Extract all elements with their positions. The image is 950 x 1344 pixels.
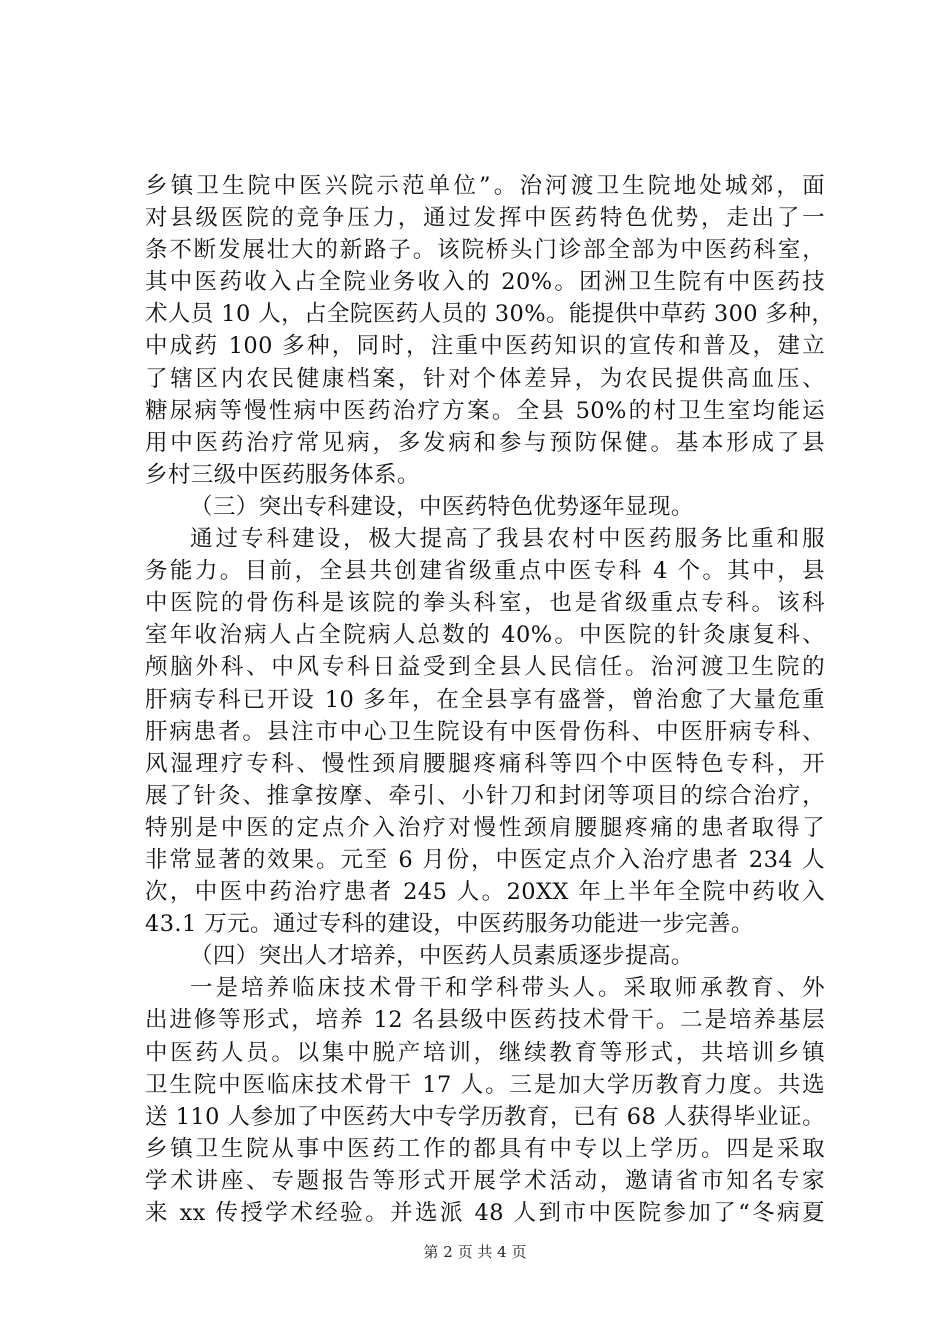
text-line: 务能力。目前，全县共创建省级重点中医专科 4 个。其中，县 <box>145 558 825 585</box>
text-line: 乡镇卫生院中医兴院示范单位”。治河渡卫生院地处城郊，面 <box>145 173 825 199</box>
text-line: 来 xx 传授学术经验。并选派 48 人到市中医院参加了“冬病夏 <box>145 1200 825 1226</box>
text-line: 风湿理疗专科、慢性颈肩腰腿疼痛科等四个中医特色专科，开 <box>145 750 825 777</box>
text-line: 了辖区内农民健康档案，针对个体差异，为农民提供高血压、 <box>145 365 825 392</box>
text-line: 肝病患者。县注市中心卫生院设有中医骨伤科、中医肝病专科、 <box>145 718 825 745</box>
text-line: 乡村三级中医药服务体系。 <box>145 461 420 488</box>
text-line: 特别是中医的定点介入治疗对慢性颈肩腰腿疼痛的患者取得了 <box>145 814 825 841</box>
text-line: 肝病专科已开设 10 多年，在全县享有盛誉，曾治愈了大量危重 <box>145 686 825 713</box>
text-line: 术人员 10 人，占全院医药人员的 30%。能提供中草药 300 多种， <box>145 301 835 328</box>
text-line: 颅脑外科、中风专科日益受到全县人民信任。治河渡卫生院的 <box>145 654 825 681</box>
text-line: （四）突出人才培养，中医药人员素质逐步提高。 <box>190 943 694 970</box>
text-line: （三）突出专科建设，中医药特色优势逐年显现。 <box>190 493 694 520</box>
text-line: 中医药人员。以集中脱产培训，继续教育等形式，共培训乡镇 <box>145 1039 825 1066</box>
page-number-footer: 第 2 页 共 4 页 <box>423 1243 527 1261</box>
text-line: 卫生院中医临床技术骨干 17 人。三是加大学历教育力度。共选 <box>145 1071 825 1098</box>
text-line: 室年收治病人占全院病人总数的 40%。中医院的针灸康复科、 <box>145 622 825 649</box>
text-line: 送 110 人参加了中医药大中专学历教育，已有 68 人获得毕业证。 <box>145 1103 825 1130</box>
text-line: 中成药 100 多种，同时，注重中医药知识的宣传和普及，建立 <box>145 333 825 360</box>
text-line: 学术讲座、专题报告等形式开展学术活动，邀请省市知名专家 <box>145 1167 825 1194</box>
text-line: 展了针灸、推拿按摩、牵引、小针刀和封闭等项目的综合治疗， <box>145 782 825 809</box>
text-line: 条不断发展壮大的新路子。该院桥头门诊部全部为中医药科室， <box>145 237 825 264</box>
text-line: 出进修等形式，培养 12 名县级中医药技术骨干。二是培养基层 <box>145 1007 825 1034</box>
text-line: 乡镇卫生院从事中医药工作的都具有中专以上学历。四是采取 <box>145 1135 825 1162</box>
text-line: 通过专科建设，极大提高了我县农村中医药服务比重和服 <box>190 526 825 553</box>
text-line: 中医院的骨伤科是该院的拳头科室，也是省级重点专科。该科 <box>145 590 825 617</box>
text-line: 43.1 万元。通过专科的建设，中医药服务功能进一步完善。 <box>145 911 754 938</box>
text-line: 对县级医院的竞争压力，通过发挥中医药特色优势，走出了一 <box>145 205 825 232</box>
text-line: 糖尿病等慢性病中医药治疗方案。全县 50%的村卫生室均能运 <box>145 397 825 424</box>
text-line: 非常显著的效果。元至 6 月份，中医定点介入治疗患者 234 人 <box>145 846 825 873</box>
text-line: 一是培养临床技术骨干和学科带头人。采取师承教育、外 <box>190 975 825 1002</box>
text-line: 次，中医中药治疗患者 245 人。20XX 年上半年全院中药收入 <box>145 879 825 906</box>
text-line: 用中医药治疗常见病，多发病和参与预防保健。基本形成了县 <box>145 429 825 456</box>
text-line: 其中医药收入占全院业务收入的 20%。团洲卫生院有中医药技 <box>145 269 825 296</box>
document-body <box>145 170 835 1229</box>
